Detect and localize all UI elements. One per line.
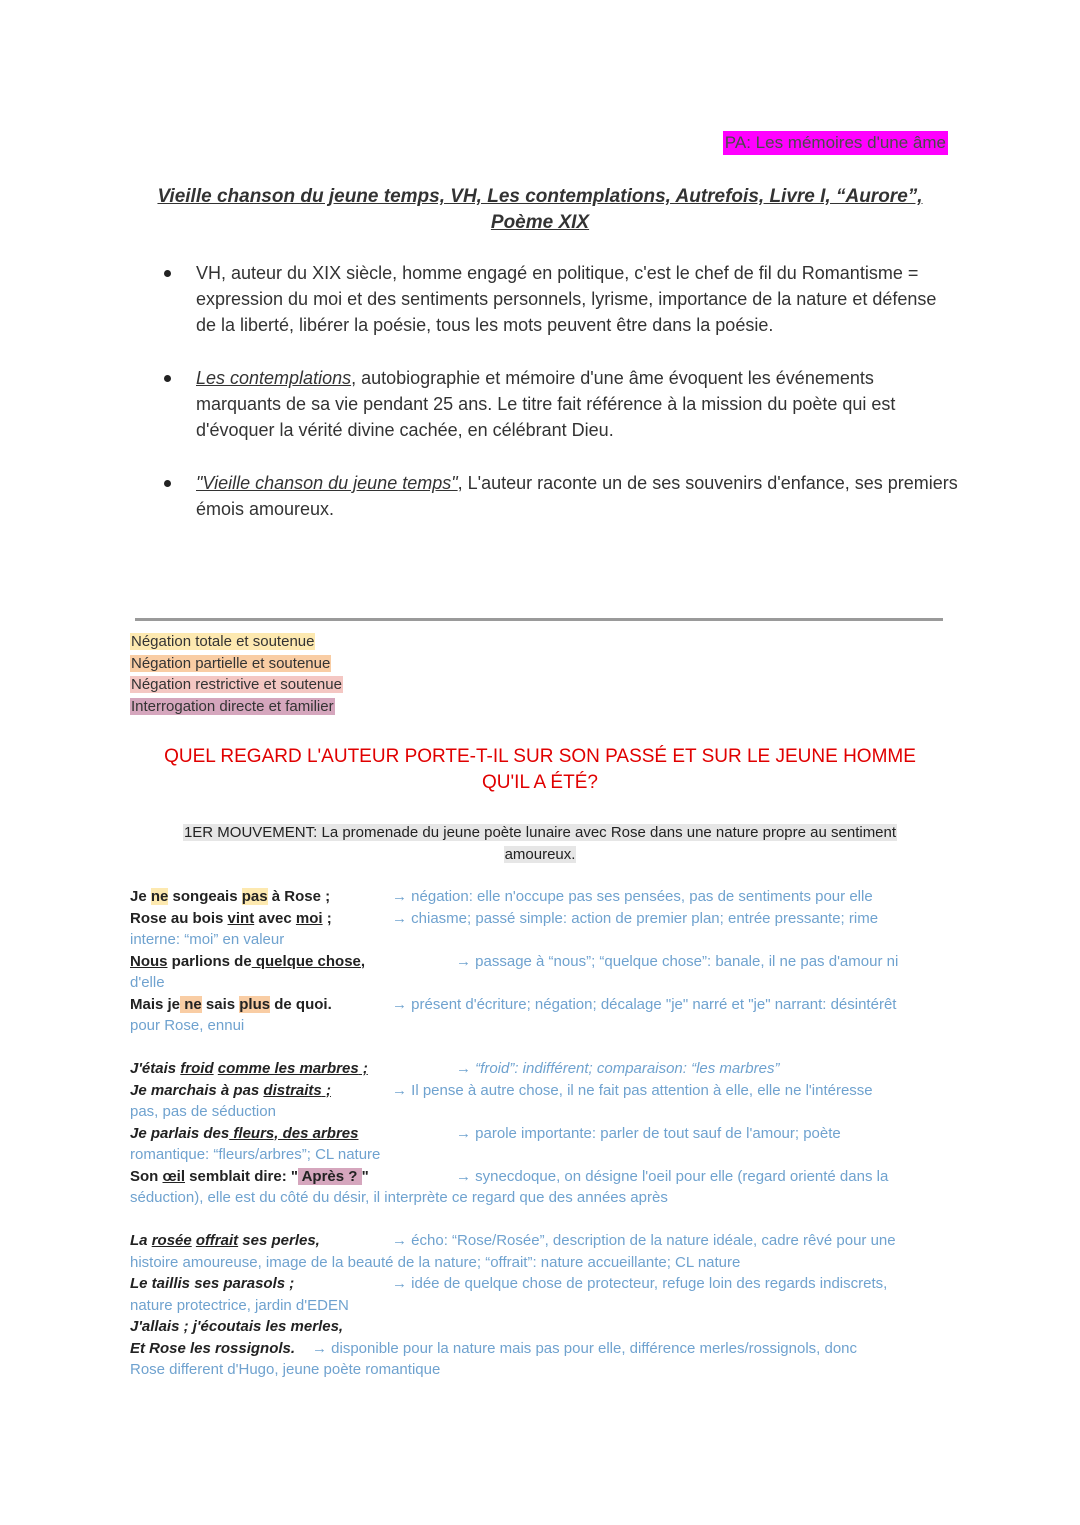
legend-item-interrogation: Interrogation directe et familier [131, 697, 334, 715]
annotation: → parole importante: parler de tout sauf de l'amour; poète [456, 1124, 841, 1142]
stanza-1 [130, 886, 950, 1037]
annotation-continuation: Rose different d'Hugo, jeune poète romantique [130, 1361, 441, 1378]
bullet-text: VH, auteur du XIX siècle, homme engagé en politique, c'est le chef de fil du Romantisme = expression du moi et des sentiments personnels, lyrisme, importance de la nature et défense de la liberté, libérer la poésie, tous les mots peuvent être dans la poésie. [196, 263, 937, 335]
annotation: → idée de quelque chose de protecteur, refuge loin des regards indiscrets, [392, 1275, 888, 1292]
problematique [130, 744, 950, 796]
legend-item-negation-partielle: Négation partielle et soutenue [131, 654, 331, 672]
annotation-continuation: nature protectrice, jardin d'EDEN [130, 1296, 349, 1314]
legend-item-negation-totale: Négation totale et soutenue [131, 633, 315, 650]
annotation: → présent d'écriture; négation; décalage "je" narré et "je" narrant: désintérêt [392, 995, 897, 1013]
annotation: → chiasme; passé simple: action de premier plan; entrée pressante; rime [392, 909, 879, 927]
annotation: → “froid”: indifférent; comparaison: “les marbres” [456, 1060, 780, 1077]
movement-line-2: amoureux. [504, 846, 576, 863]
annotation: → Il pense à autre chose, il ne fait pas attention à elle, elle ne l'intéresse [392, 1081, 873, 1099]
title-line-2: Poème XIX [490, 212, 590, 233]
annotation-continuation: séduction), elle est du côté du désir, il interprète ce regard que des années après [130, 1189, 668, 1206]
movement-line-1: 1ER MOUVEMENT: La promenade du jeune poète lunaire avec Rose dans une nature propre au sentiment [183, 824, 897, 841]
divider [135, 618, 943, 621]
annotation-continuation: d'elle [130, 974, 165, 991]
stanza-3 [130, 1230, 950, 1381]
movement-heading [130, 822, 950, 866]
bullet-dot-icon [164, 480, 171, 487]
verse-line: Nous parlions de quelque chose, → passage à “nous”; “quelque chose”: banale, il ne pas d'amour ni [130, 951, 950, 973]
verse-line: Je marchais à pas distraits ; → Il pense à autre chose, il ne fait pas attention à elle, elle ne l'intéresse [130, 1080, 950, 1102]
annotation-continuation: interne: “moi” en valeur [130, 931, 285, 948]
verse-line: Et Rose les rossignols. → disponible pour la nature mais pas pour elle, différence merles/rossignols, donc [130, 1338, 950, 1360]
annotation: → synecdoque, on désigne l'oeil pour elle (regard orienté dans la [456, 1167, 889, 1185]
verse-line: Son œil semblait dire: " Après ? " → synecdoque, on désigne l'oeil pour elle (regard orienté dans la [130, 1166, 950, 1188]
verse-line: Mais je ne sais plus de quoi. → présent d'écriture; négation; décalage "je" narré et "je" narrant: désintérêt [130, 994, 950, 1016]
verse-line: Je parlais des fleurs, des arbres → parole importante: parler de tout sauf de l'amour; poète [130, 1123, 950, 1145]
annotation: → passage à “nous”; “quelque chose”: banale, il ne pas d'amour ni [456, 952, 899, 970]
verse-line: Le taillis ses parasols ; → idée de quelque chose de protecteur, refuge loin des regards indiscrets, [130, 1273, 950, 1295]
intro-bullets [160, 260, 960, 549]
annotation-continuation: pas, pas de séduction [130, 1103, 276, 1120]
bullet-item [160, 470, 960, 522]
section-tag: PA: Les mémoires d'une âme [723, 131, 948, 155]
bullet-lead: Les contemplations [196, 368, 352, 388]
verse-line: Je ne songeais pas à Rose ; → négation: elle n'occupe pas ses pensées, pas de sentiments pour elle [130, 886, 950, 908]
question-line-2: QU'IL A ÉTÉ? [482, 772, 598, 793]
annotation: → écho: “Rose/Rosée”, description de la nature idéale, cadre rêvé pour une [392, 1232, 896, 1249]
verse-line: Rose au bois vint avec moi ; → chiasme; passé simple: action de premier plan; entrée pressante; rime [130, 908, 950, 930]
legend-item-negation-restrictive: Négation restrictive et soutenue [131, 676, 342, 693]
annotation: → disponible pour la nature mais pas pour elle, différence merles/rossignols, donc [312, 1339, 858, 1357]
color-legend [130, 631, 343, 717]
document-title [130, 184, 950, 236]
stanza-2 [130, 1058, 950, 1209]
bullet-item [160, 260, 960, 338]
annotation-continuation: pour Rose, ennui [130, 1017, 245, 1034]
bullet-text: , L'auteur raconte un de ses souvenirs d'enfance, ses premiers émois amoureux. [196, 473, 958, 519]
question-line-1: QUEL REGARD L'AUTEUR PORTE-T-IL SUR SON PASSÉ ET SUR LE JEUNE HOMME [164, 746, 916, 767]
bullet-text: , autobiographie et mémoire d'une âme évoquent les événements marquants de sa vie pendant 25 ans. Le titre fait référence à la mission du poète qui est d'évoquer la vérité divine cachée, en célébrant Dieu. [196, 368, 896, 440]
bullet-dot-icon [164, 375, 171, 382]
annotation: → négation: elle n'occupe pas ses pensées, pas de sentiments pour elle [392, 888, 873, 905]
verse-line: La rosée offrait ses perles, → écho: “Rose/Rosée”, description de la nature idéale, cadre rêvé pour une [130, 1230, 950, 1252]
bullet-dot-icon [164, 270, 171, 277]
bullet-lead: "Vieille chanson du jeune temps" [196, 473, 458, 493]
verse-line: J'allais ; j'écoutais les merles, [130, 1318, 344, 1335]
title-line-1: Vieille chanson du jeune temps, VH, Les contemplations, Autrefois, Livre I, “Aurore”, [157, 186, 923, 207]
bullet-item [160, 365, 960, 443]
annotation-continuation: romantique: “fleurs/arbres”; CL nature [130, 1146, 381, 1163]
verse-line: J'étais froid comme les marbres ; → “froid”: indifférent; comparaison: “les marbres” [130, 1058, 950, 1080]
annotation-continuation: histoire amoureuse, image de la beauté de la nature; “offrait”: nature accueillante; CL nature [130, 1253, 741, 1271]
